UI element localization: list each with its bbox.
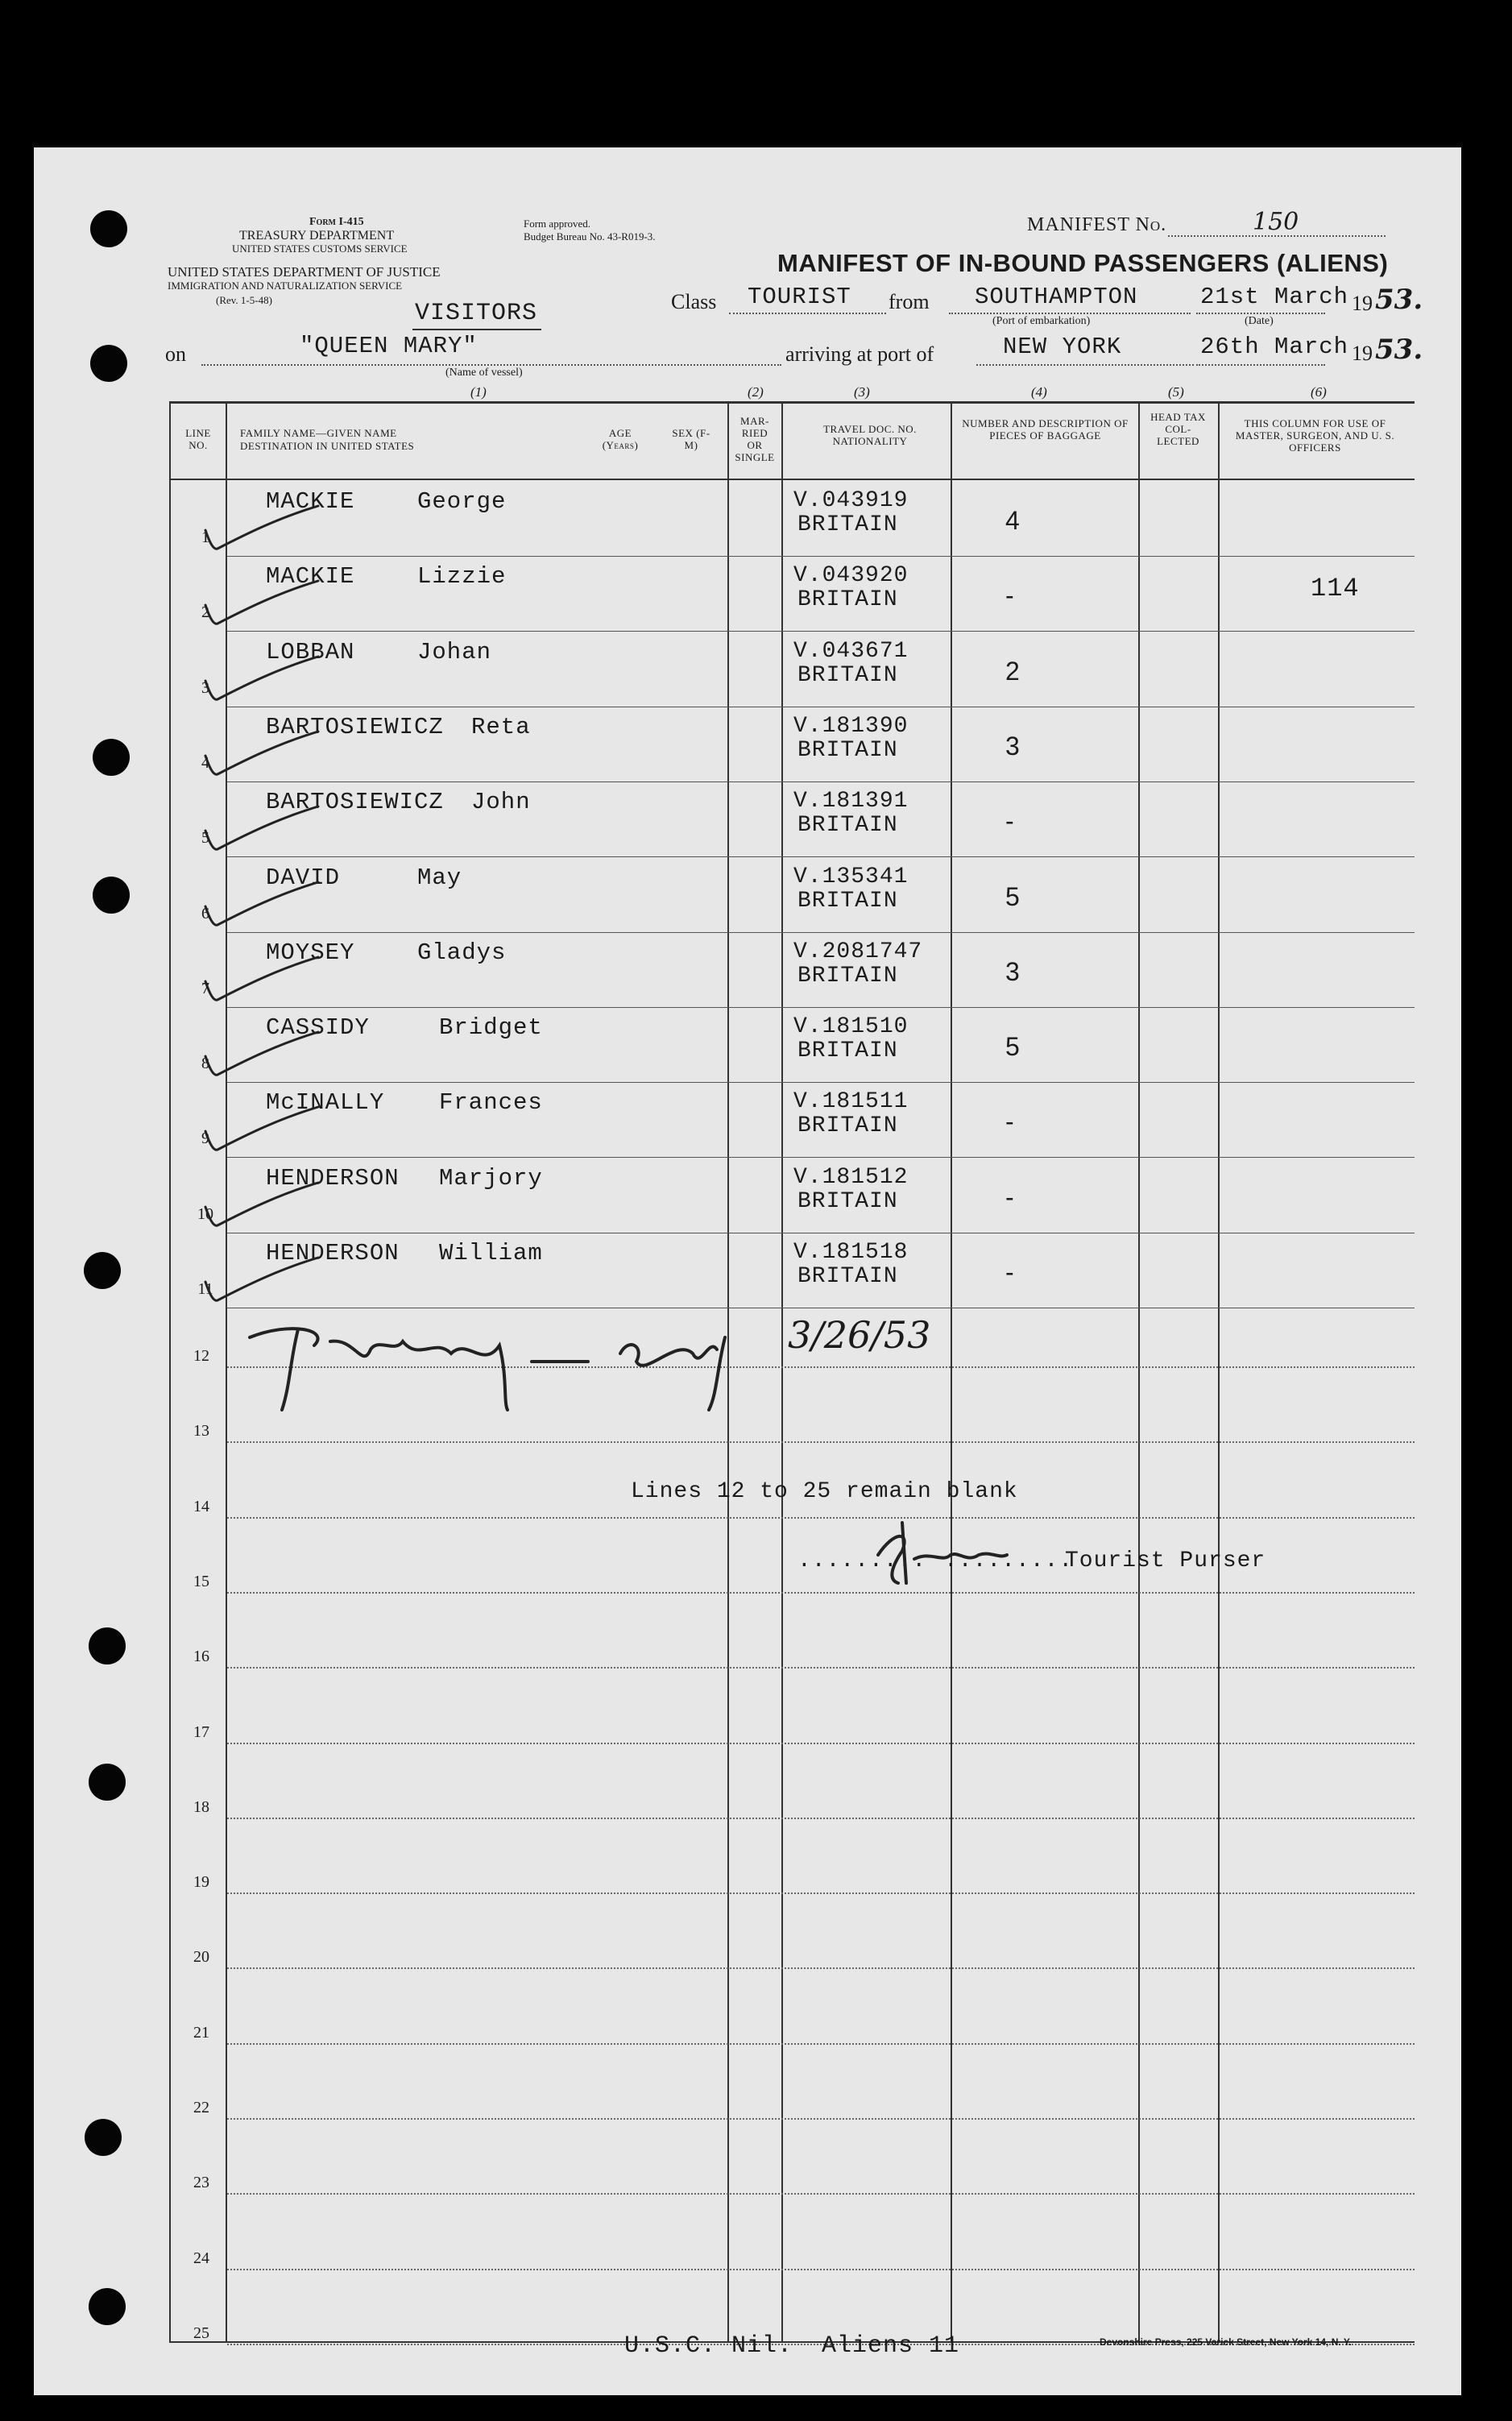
manifest-no-label: MANIFEST No. [1027,214,1167,235]
empty-row-rule [227,1667,1415,1669]
binder-hole [93,877,130,914]
visitors-label: VISITORS [415,300,538,327]
travel-doc-number: V.181512 [793,1164,909,1190]
empty-row-rule [227,1967,1415,1969]
nationality: BRITAIN [797,1038,898,1064]
line-number: 25 [193,2324,209,2342]
baggage-count: 5 [1005,1032,1020,1062]
binder-hole [85,2119,122,2156]
passenger-family-name: DAVID [266,864,341,891]
line-number: 8 [201,1055,209,1073]
passenger-given-name: William [439,1240,543,1266]
baggage-count: 3 [1005,956,1020,986]
binder-hole [90,345,127,382]
nationality: BRITAIN [797,512,898,537]
binder-hole [90,210,127,247]
arrival-port: NEW YORK [1003,334,1122,360]
passenger-family-name: CASSIDY [266,1014,370,1042]
check-mark-icon [197,802,326,859]
check-mark-icon [197,728,326,784]
baggage-count: 2 [1005,656,1020,686]
nationality: BRITAIN [797,813,898,839]
table-header-border [169,479,1415,480]
passenger-given-name: Lizzie [417,563,507,591]
check-mark-icon [197,577,326,633]
on-label: on [165,342,186,366]
passenger-family-name: LOBBAN [266,638,355,665]
arriving-label: arriving at port of [785,342,934,366]
nationality: BRITAIN [797,1188,898,1214]
departure-date: 21st March [1200,284,1349,310]
column-number: (3) [854,384,870,400]
budget-bureau: Budget Bureau No. 43-R019-3. [524,230,656,243]
from-label: from [889,290,930,313]
column-heading-head-tax: HEAD TAX COL-LECTED [1150,411,1206,447]
baggage-count: - [1005,1258,1014,1287]
travel-doc-number: V.181510 [793,1014,909,1040]
line-number: 24 [193,2249,209,2267]
column-number: (1) [470,384,487,400]
empty-row-rule [227,2193,1415,2195]
line-number: 18 [193,1797,209,1816]
signature-date: 3/26/53 [788,1313,931,1357]
check-mark-icon [197,953,326,1009]
row-rule [227,932,1415,933]
line-number: 12 [193,1347,209,1365]
binder-hole [84,1252,121,1289]
line-number: 14 [193,1497,209,1515]
form-revision: (Rev. 1-5-48) [216,294,272,306]
baggage-count: 5 [1005,881,1020,911]
passenger-given-name: Gladys [417,939,507,966]
class-dots [729,313,886,314]
line-number: 19 [193,1873,209,1892]
passenger-given-name: Marjory [439,1164,543,1192]
line-number: 3 [201,678,209,697]
baggage-count: 3 [1005,731,1020,761]
column-heading-baggage: NUMBER AND DESCRIPTION OF PIECES OF BAGGAGE [962,417,1129,442]
passenger-given-name: Bridget [439,1014,543,1042]
dept-justice: UNITED STATES DEPARTMENT OF JUSTICE [168,264,441,280]
line-number: 20 [193,1948,209,1967]
passenger-given-name: Reta [471,713,531,740]
table-left-border [169,401,171,2343]
departure-year-prefix: 19 [1352,292,1373,315]
empty-row-rule [227,1818,1415,1819]
blank-lines-note: Lines 12 to 25 remain blank [631,1479,1018,1504]
baggage-count: 4 [1005,506,1020,535]
form-approved: Form approved. [524,218,591,230]
baggage-count: - [1005,581,1014,611]
empty-row-rule [227,1592,1415,1594]
table-top-border [169,401,1415,404]
check-mark-icon [197,878,326,935]
manifest-number: 150 [1253,208,1299,236]
binder-hole [89,1627,126,1664]
binder-hole [93,739,130,776]
purser-dots-right: ......... [944,1548,1074,1573]
line-number: 10 [197,1204,213,1223]
arrival-port-dots [976,364,1194,366]
column-number: (5) [1168,384,1184,400]
empty-row-rule [227,2043,1415,2045]
check-mark-icon [197,1028,326,1084]
row-rule [227,781,1415,782]
column-number: (4) [1031,384,1047,400]
nationality: BRITAIN [797,587,898,613]
from-dots [949,313,1191,314]
passenger-family-name: McINALLY [266,1089,385,1117]
arrival-date-dots [1196,364,1325,366]
empty-row-rule [227,1743,1415,1744]
line-number: 15 [193,1572,209,1590]
departure-year: 53. [1375,284,1423,316]
column-number: (2) [748,384,764,400]
line-number: 13 [193,1422,209,1441]
row-rule [227,1082,1415,1083]
line-number: 16 [193,1648,209,1666]
passenger-given-name: May [417,864,462,891]
vessel-dots [201,364,781,366]
empty-row-rule [227,1892,1415,1894]
embarkation-port: SOUTHAMPTON [975,284,1138,310]
passenger-family-name: BARTOSIEWICZ [266,789,444,816]
binder-hole [89,2288,126,2325]
nationality: BRITAIN [797,662,898,688]
column-heading-destination: DESTINATION IN UNITED STATES [240,440,415,452]
manifest-title: MANIFEST OF IN-BOUND PASSENGERS (ALIENS) [777,249,1389,277]
column-heading-officers: THIS COLUMN FOR USE OF MASTER, SURGEON, AND U. S. OFFICERS [1235,417,1395,454]
baggage-count: - [1005,1107,1014,1137]
departure-date-dots [1196,313,1325,314]
dept-immigration: IMMIGRATION AND NATURALIZATION SERVICE [168,280,403,292]
baggage-count: - [1005,1182,1014,1212]
date-caption: (Date) [1245,315,1274,327]
column-heading-travel-doc: TRAVEL DOC. NO. NATIONALITY [823,423,917,447]
line-number: 1 [201,529,209,546]
embarkation-caption: (Port of embarkation) [992,315,1091,327]
empty-row-rule [227,2118,1415,2120]
travel-doc-number: V.2081747 [793,939,923,964]
column-number: (6) [1311,384,1327,400]
arrival-year: 53. [1375,334,1423,366]
arrival-date: 26th March [1200,334,1349,360]
passenger-family-name: HENDERSON [266,1164,400,1192]
row-rule [227,856,1415,857]
row-rule [227,556,1415,557]
passenger-given-name: John [471,789,531,816]
check-mark-icon [197,653,326,709]
line-number: 9 [201,1130,209,1148]
dept-treasury: TREASURY DEPARTMENT [239,229,395,243]
column-heading-sex: SEX (F-M) [672,427,710,451]
column-heading-line-no: LINE NO. [185,427,211,451]
line-number: 4 [201,753,209,772]
travel-doc-number: V.181518 [793,1240,909,1265]
vessel-name: "QUEEN MARY" [300,333,478,359]
travel-doc-number: V.043671 [793,638,909,664]
line-number: 21 [193,2023,209,2042]
travel-doc-number: V.181390 [793,713,909,739]
visitors-underline [412,329,541,330]
line-number: 17 [193,1722,209,1741]
empty-row-rule [227,1441,1415,1443]
column-heading-age: AGE (Years) [602,427,639,451]
passenger-family-name: HENDERSON [266,1240,400,1266]
column-heading-name: FAMILY NAME—GIVEN NAME [240,427,397,439]
line-number: 7 [201,979,209,997]
check-mark-icon [197,502,326,558]
line-number: 22 [193,2099,209,2116]
passenger-family-name: MACKIE [266,488,355,515]
vessel-caption: (Name of vessel) [445,367,523,379]
nationality: BRITAIN [797,1264,898,1289]
class-value: TOURIST [748,284,851,310]
binder-hole [89,1764,126,1801]
dept-customs: UNITED STATES CUSTOMS SERVICE [232,243,408,255]
travel-doc-number: V.043920 [793,563,909,589]
travel-doc-number: V.043919 [793,488,909,513]
nationality: BRITAIN [797,963,898,989]
line-number: 11 [197,1280,213,1298]
check-mark-icon [197,1103,326,1159]
row-rule [227,1007,1415,1008]
nationality: BRITAIN [797,888,898,914]
line-number: 23 [193,2174,209,2192]
class-label: Class [671,290,717,313]
travel-doc-number: V.181391 [793,789,909,815]
line-number: 5 [201,829,209,848]
passenger-family-name: MOYSEY [266,939,355,966]
check-mark-icon [197,1254,326,1310]
form-id: Form I-415 [309,216,364,228]
passenger-given-name: Frances [439,1089,543,1117]
baggage-count: - [1005,806,1014,836]
baggage-divider [1138,401,1140,2343]
purser-dots-left: ......... [797,1548,927,1573]
row-rule [227,1157,1415,1158]
column-heading-married: MAR-RIED OR SINGLE [735,415,775,463]
row-rule [227,631,1415,632]
footer-aliens: Aliens 11 [822,2332,960,2360]
head-tax-divider [1218,401,1220,2343]
footer-usc: U.S.C. Nil. [624,2332,793,2360]
travel-doc-number: V.181511 [793,1089,909,1115]
purser-title: Tourist Purser [1065,1548,1266,1573]
passenger-family-name: BARTOSIEWICZ [266,713,444,740]
empty-row-rule [227,2269,1415,2270]
footer-printer: Devonshire Press, 225 Varick Street, New York 14, N. Y. [1100,2336,1352,2348]
nationality: BRITAIN [797,1113,898,1139]
passenger-given-name: George [417,488,507,515]
check-mark-icon [197,1179,326,1235]
travel-doc-number: V.135341 [793,864,909,889]
line-number: 6 [201,904,209,922]
officer-mark: 114 [1311,574,1360,603]
passenger-given-name: Johan [417,638,492,665]
nationality: BRITAIN [797,737,898,763]
empty-row-rule [227,1517,1415,1519]
passenger-family-name: MACKIE [266,563,355,591]
arrival-year-prefix: 19 [1352,342,1373,365]
line-number: 2 [201,603,209,622]
